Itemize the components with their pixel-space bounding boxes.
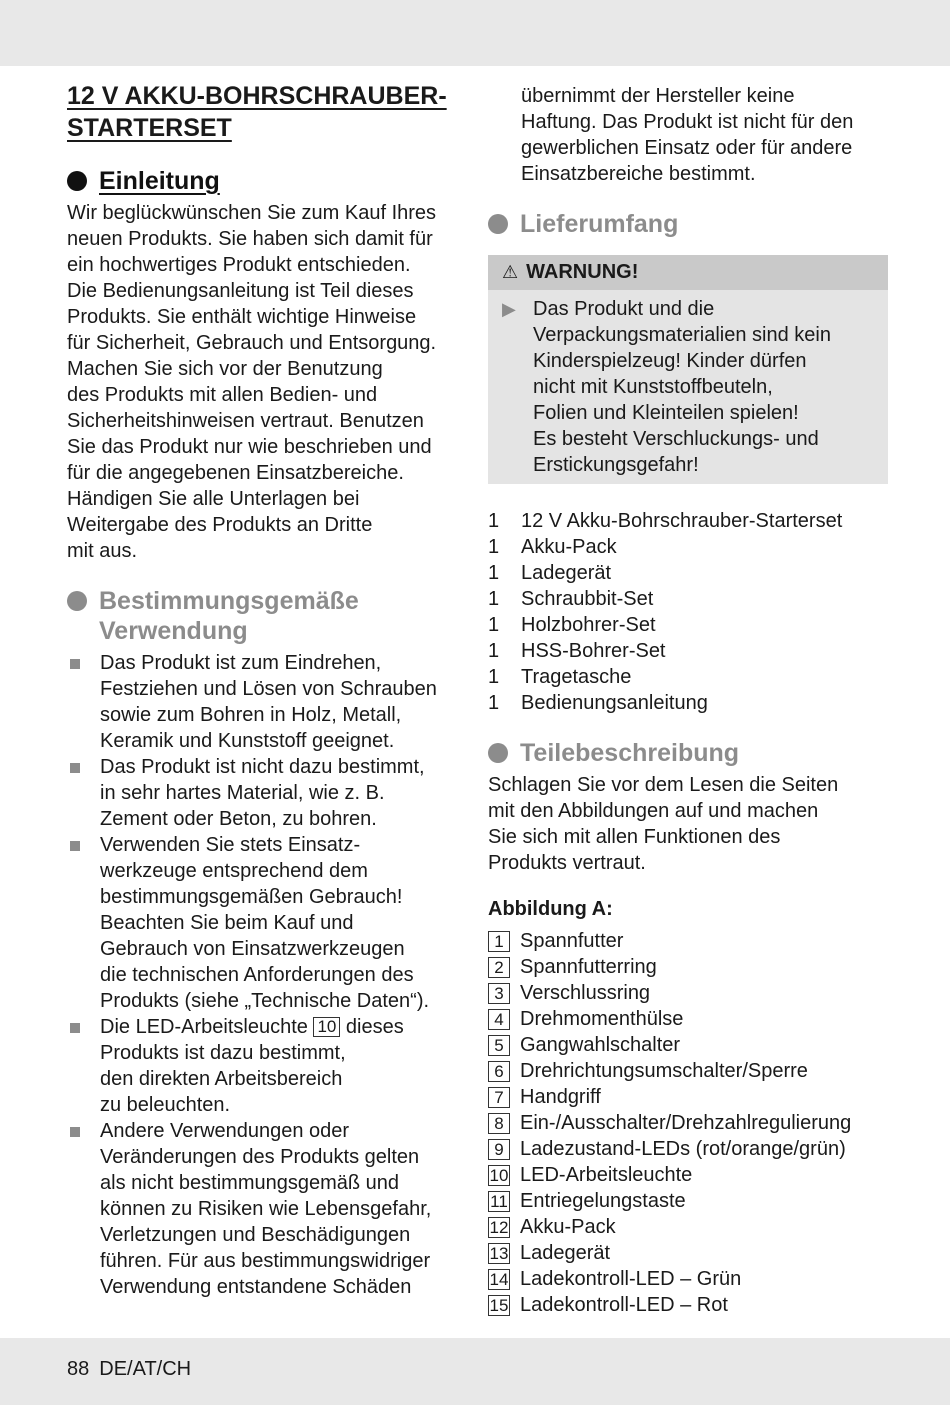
text-line: Sicherheitshinweisen vertraut. Benutzen	[67, 410, 424, 432]
text-line: Weitergabe des Produkts an Dritte	[67, 514, 373, 536]
text-line: Schlagen Sie vor dem Lesen die Seiten	[488, 774, 839, 796]
delivery-contents-list	[488, 508, 888, 716]
part-number: 13	[489, 1243, 509, 1263]
part-item: 1 Spannfutter	[488, 928, 888, 954]
warning-box	[488, 255, 888, 484]
list-item: Das Produkt ist nicht dazu bestimmt, in sehr hartes Material, wie z. B. Zement oder Beton, zu bohren.	[67, 754, 467, 832]
list-item: 1 Tragetasche	[488, 666, 632, 688]
part-item: 6 Drehrichtungsumschalter/Sperre	[488, 1058, 888, 1084]
part-item: 11 Entriegelungstaste	[488, 1188, 888, 1214]
text-line: übernimmt der Hersteller keine	[521, 85, 795, 107]
part-number: 5	[488, 1035, 510, 1056]
part-number: 4	[488, 1009, 510, 1030]
part-number: 10	[489, 1165, 509, 1185]
text-line: für Sicherheit, Gebrauch und Entsorgung.	[67, 332, 437, 354]
list-item: 1 HSS-Bohrer-Set	[488, 640, 666, 662]
part-number: 15	[489, 1295, 509, 1315]
list-item: 1 Bedienungsanleitung	[488, 692, 708, 714]
language-codes: DE/AT/CH	[99, 1358, 192, 1380]
text-line: mit den Abbildungen auf und machen	[488, 800, 819, 822]
warning-text: Das Produkt und die Verpackungsmaterialien sind kein Kinderspielzeug! Kinder dürfen nicht mit Kunststoffbeuteln, Folien und Kleinteilen spielen! Es besteht Verschluckungs- und Erstickungsgefahr!	[533, 298, 831, 476]
arrow-right-icon: ▶	[502, 299, 516, 319]
section-bullet-icon	[67, 591, 87, 611]
list-item: Verwenden Sie stets Einsatz- werkzeuge entsprechend dem bestimmungsgemäßen Gebrauch! Beachten Sie beim Kauf und Gebrauch von Einsatzwerkzeugen die technischen Anforderungen des Produkts (siehe „Technische Daten“).	[67, 832, 467, 1014]
title-line-2: STARTERSET	[67, 114, 232, 142]
document-title	[67, 80, 467, 144]
part-number: 3	[488, 983, 510, 1004]
part-item: 4 Drehmomenthülse	[488, 1006, 888, 1032]
text-line: Produkts vertraut.	[488, 852, 646, 874]
section-bullet-icon	[67, 171, 87, 191]
section-heading-verwendung: Bestimmungsgemäße Verwendung	[67, 586, 467, 646]
text-line: des Produkts mit allen Bedien- und	[67, 384, 378, 406]
page-number: 88	[67, 1358, 90, 1380]
text-line: gewerblichen Einsatz oder für andere	[521, 137, 853, 159]
part-item: 5 Gangwahlschalter	[488, 1032, 888, 1058]
part-item: 13 Ladegerät	[489, 1242, 611, 1264]
part-number: 14	[489, 1269, 509, 1289]
square-bullet-icon	[70, 1127, 80, 1137]
parts-list	[488, 928, 888, 1318]
part-number: 6	[488, 1061, 510, 1082]
teile-text	[488, 772, 888, 876]
text-line: Händigen Sie alle Unterlagen bei	[67, 488, 360, 510]
part-number: 8	[488, 1113, 510, 1134]
square-bullet-icon	[70, 841, 80, 851]
section-heading-einleitung: Einleitung	[67, 166, 467, 196]
square-bullet-icon	[70, 659, 80, 669]
part-item: 2 Spannfutterring	[488, 954, 888, 980]
warning-body	[488, 290, 888, 484]
title-line-1: 12 V AKKU-BOHRSCHRAUBER-	[67, 82, 447, 110]
text-line: Einsatzbereiche bestimmt.	[521, 163, 756, 185]
part-item: 8 Ein-/Ausschalter/Drehzahlregulierung	[488, 1110, 888, 1136]
page-footer	[67, 1358, 201, 1381]
header-band	[0, 0, 950, 66]
text-line: Sie das Produkt nur wie beschrieben und	[67, 436, 432, 458]
part-item: 12 Akku-Pack	[489, 1216, 616, 1238]
part-number: 12	[489, 1217, 509, 1237]
list-item: 1 Ladegerät	[488, 562, 612, 584]
text-line: Sie sich mit allen Funktionen des	[488, 826, 781, 848]
section-heading-teilebeschreibung: Teilebeschreibung	[488, 738, 888, 768]
warning-title: WARNUNG!	[526, 261, 639, 283]
warning-header	[488, 255, 888, 290]
list-item: 1 Akku-Pack	[488, 536, 617, 558]
left-column	[67, 80, 467, 1300]
text-line: Machen Sie sich vor der Benutzung	[67, 358, 383, 380]
list-item: Andere Verwendungen oder Veränderungen des Produkts gelten als nicht bestimmungsgemäß und können zu Risiken wie Lebensgefahr, Verletzungen und Beschädigungen führen. Für aus bestimmungswidriger Verwendung entstandene Schäden	[67, 1118, 467, 1300]
section-bullet-icon	[488, 743, 508, 763]
list-item: 1 12 V Akku-Bohrschrauber-Starterset	[488, 510, 843, 532]
text-line: Wir beglückwünschen Sie zum Kauf Ihres	[67, 202, 437, 224]
text-line: ein hochwertiges Produkt entschieden.	[67, 254, 411, 276]
part-item: 3 Verschlussring	[488, 980, 888, 1006]
part-number: 11	[488, 1191, 510, 1212]
section-heading-lieferumfang: Lieferumfang	[488, 209, 888, 239]
text-line: mit aus.	[67, 540, 138, 562]
part-item: 15 Ladekontroll-LED – Rot	[489, 1294, 728, 1316]
right-column	[488, 83, 888, 1318]
list-item: 1 Schraubbit-Set	[488, 588, 654, 610]
text-line: Die Bedienungsanleitung ist Teil dieses	[67, 280, 414, 302]
part-number: 7	[488, 1087, 510, 1108]
square-bullet-icon	[70, 763, 80, 773]
text-line: für die angegebenen Einsatzbereiche.	[67, 462, 404, 484]
list-item: 1 Holzbohrer-Set	[488, 614, 656, 636]
continued-text	[488, 83, 888, 187]
part-item: 10 LED-Arbeitsleuchte	[489, 1164, 693, 1186]
list-item: Das Produkt ist zum Eindrehen, Festziehen und Lösen von Schrauben sowie zum Bohren in Holz, Metall, Keramik und Kunststoff geeignet.	[67, 650, 467, 754]
part-number: 9	[488, 1139, 510, 1160]
usage-list	[67, 650, 467, 1300]
part-item: 9 Ladezustand-LEDs (rot/orange/grün)	[488, 1136, 888, 1162]
einleitung-text	[67, 200, 467, 564]
part-reference: 10	[313, 1017, 340, 1037]
text-line: neuen Produkts. Sie haben sich damit für	[67, 228, 433, 250]
part-number: 1	[488, 931, 510, 952]
list-item: Die LED-Arbeitsleuchte 10 dieses Produkts ist dazu bestimmt, den direkten Arbeitsbereich zu beleuchten.	[67, 1014, 467, 1118]
part-item: 7 Handgriff	[488, 1084, 888, 1110]
text-line: Produkts. Sie enthält wichtige Hinweise	[67, 306, 417, 328]
figure-label: Abbildung A:	[488, 898, 613, 920]
text-line: Haftung. Das Produkt ist nicht für den	[521, 111, 854, 133]
section-bullet-icon	[488, 214, 508, 234]
square-bullet-icon	[70, 1023, 80, 1033]
part-number: 2	[488, 957, 510, 978]
warning-triangle-icon: ⚠	[502, 262, 519, 282]
part-item: 14 Ladekontroll-LED – Grün	[489, 1268, 742, 1290]
